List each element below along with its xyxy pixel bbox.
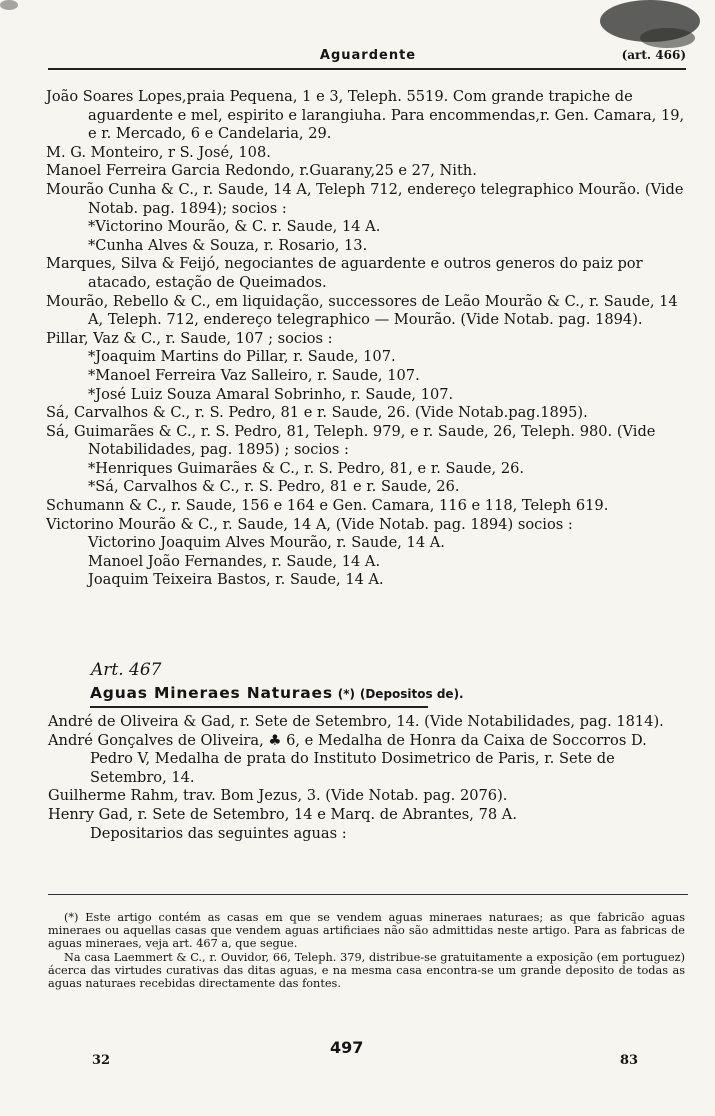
article-number: Art. 467 bbox=[91, 660, 162, 680]
signature-mark: 32 bbox=[92, 1053, 111, 1068]
section-title: Aguas Mineraes Naturaes bbox=[90, 684, 333, 702]
running-head bbox=[48, 48, 688, 68]
footnote bbox=[48, 911, 685, 990]
list-item: Manoel Ferreira Garcia Redondo, r.Guarany,25 e 27, Nith. bbox=[46, 162, 477, 180]
list-item: João Soares Lopes,praia Pequena, 1 e 3, Teleph. 5519. Com grande trapiche de aguardente e mel, espirito e larangiuha. Para encommendas,r. Gen. Camara, 19, e r. Mercado, 6 e Candelaria, 29. bbox=[46, 88, 685, 143]
list-item: Sá, Carvalhos & C., r. S. Pedro, 81 e r. Saude, 26. (Vide Notab.pag.1895). bbox=[46, 404, 588, 422]
list-item: Pillar, Vaz & C., r. Saude, 107 ; socios : bbox=[46, 329, 333, 347]
footnote-rule bbox=[48, 894, 688, 895]
list-subitem: Victorino Joaquim Alves Mourão, r. Saude, 14 A. bbox=[88, 534, 445, 552]
list-item: Henry Gad, r. Sete de Setembro, 14 e Marq. de Abrantes, 78 A. bbox=[48, 805, 517, 823]
list-subitem: *Joaquim Martins do Pillar, r. Saude, 107. bbox=[88, 348, 396, 366]
list-subitem: *Victorino Mourão, & C. r. Saude, 14 A. bbox=[88, 218, 381, 236]
section-heading bbox=[90, 684, 650, 702]
header-rule bbox=[48, 68, 686, 70]
list-subitem: Joaquim Teixeira Bastos, r. Saude, 14 A. bbox=[88, 571, 384, 589]
list-item: Guilherme Rahm, trav. Bom Jezus, 3. (Vide Notab. pag. 2076). bbox=[48, 787, 508, 805]
list-item: André de Oliveira & Gad, r. Sete de Setembro, 14. (Vide Notabilidades, pag. 1814). bbox=[48, 713, 664, 730]
list-item: Sá, Guimarães & C., r. S. Pedro, 81, Teleph. 979, e r. Saude, 26, Teleph. 980. (Vide Notabilidades, pag. 1895) ; socios : bbox=[46, 422, 656, 459]
list-subitem: *José Luiz Souza Amaral Sobrinho, r. Saude, 107. bbox=[88, 385, 454, 403]
list-subitem: *Henriques Guimarães & C., r. S. Pedro, 81, e r. Saude, 26. bbox=[88, 459, 525, 477]
list-subitem: *Manoel Ferreira Vaz Salleiro, r. Saude, 107. bbox=[88, 366, 420, 384]
aguas-entries bbox=[48, 713, 688, 843]
footnote-marker: (*) bbox=[337, 687, 355, 701]
list-item: M. G. Monteiro, r S. José, 108. bbox=[46, 143, 271, 161]
footnote-paragraph: Na casa Laemmert & C., r. Ouvidor, 66, Teleph. 379, distribue-se gratuitamente a exposição (em portuguez) ácerca das virtudes curativas das ditas aguas, e na mesma casa encontra-se um grande deposito de todas as aguas naturaes recebidas directamente das fontes. bbox=[48, 950, 685, 991]
list-item: Mourão Cunha & C., r. Saude, 14 A, Teleph 712, endereço telegraphico Mourão. (Vide Notab. pag. 1894); socios : bbox=[46, 180, 684, 217]
section-subtitle: (Depositos de). bbox=[359, 687, 464, 701]
list-subitem: Manoel João Fernandes, r. Saude, 14 A. bbox=[88, 552, 381, 570]
list-item: Marques, Silva & Feijó, negociantes de aguardente e outros generos do paiz por atacado, estação de Queimados. bbox=[46, 255, 643, 291]
signature-mark: 83 bbox=[620, 1053, 639, 1068]
list-subitem: *Cunha Alves & Souza, r. Rosario, 13. bbox=[88, 236, 368, 254]
list-item: Schumann & C., r. Saude, 156 e 164 e Gen. Camara, 116 e 118, Teleph 619. bbox=[46, 497, 609, 515]
running-head-title: Aguardente bbox=[319, 48, 417, 63]
list-subitem: *Sá, Carvalhos & C., r. S. Pedro, 81 e r. Saude, 26. bbox=[88, 478, 460, 496]
footnote-paragraph: (*) Este artigo contém as casas em que se vendem aguas mineraes naturaes; as que fabricão aguas mineraes ou aquellas casas que vendem aguas artificiaes não são admittidas neste artigo. Para as fabricas de aguas mineraes, veja art. 467 a, que segue. bbox=[48, 911, 685, 951]
section-rule bbox=[90, 706, 428, 708]
list-item: Mourão, Rebello & C., em liquidação, successores de Leão Mourão & C., r. Saude, 14 A, Teleph. 712, endereço telegraphico — Mourão. (Vide Notab. pag. 1894). bbox=[46, 292, 678, 329]
list-item: Victorino Mourão & C., r. Saude, 14 A, (Vide Notab. pag. 1894) socios : bbox=[46, 515, 573, 533]
ink-smudge bbox=[640, 28, 695, 48]
aguardente-entries bbox=[46, 88, 686, 590]
list-item: André Gonçalves de Oliveira, ♣ 6, e Medalha de Honra da Caixa de Soccorros D. Pedro V, Medalha de prata do Instituto Dosimetrico de Paris, r. Sete de Setembro, 14. bbox=[48, 731, 647, 786]
list-subitem: Depositarios das seguintes aguas : bbox=[90, 824, 347, 842]
running-head-article: (art. 466) bbox=[621, 48, 686, 62]
page-number: 497 bbox=[330, 1038, 364, 1057]
ink-smudge bbox=[0, 0, 18, 10]
